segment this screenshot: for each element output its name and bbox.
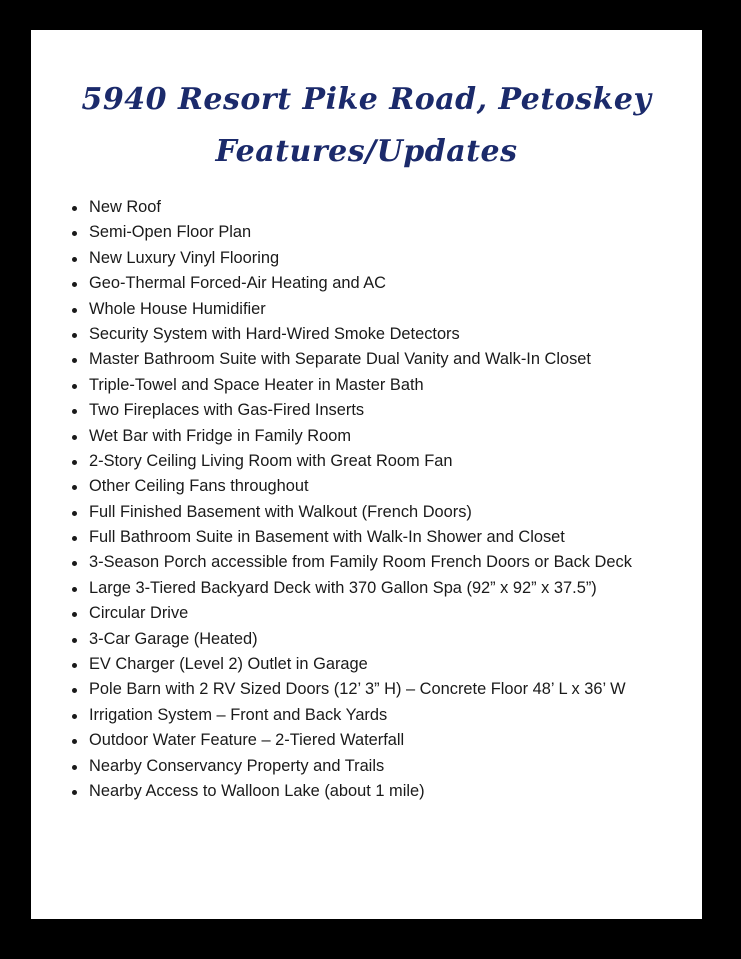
feature-item: Outdoor Water Feature – 2-Tiered Waterfall [71,728,632,753]
feature-item: Large 3-Tiered Backyard Deck with 370 Gallon Spa (92” x 92” x 37.5”) [71,576,632,601]
feature-item: Irrigation System – Front and Back Yards [71,703,632,728]
feature-item: Other Ceiling Fans throughout [71,474,632,499]
feature-item: Two Fireplaces with Gas-Fired Inserts [71,398,632,423]
feature-item: Full Bathroom Suite in Basement with Walk-In Shower and Closet [71,525,632,550]
feature-item: Semi-Open Floor Plan [71,220,632,245]
features-list [71,195,632,804]
feature-item: Nearby Access to Walloon Lake (about 1 mile) [71,779,632,804]
feature-item: Pole Barn with 2 RV Sized Doors (12’ 3” H) – Concrete Floor 48’ L x 36’ W [71,677,632,702]
feature-item: Nearby Conservancy Property and Trails [71,754,632,779]
feature-item: Full Finished Basement with Walkout (French Doors) [71,500,632,525]
title-line-address: 5940 Resort Pike Road, Petoskey [81,82,652,117]
feature-item: New Luxury Vinyl Flooring [71,246,632,271]
feature-item: Geo-Thermal Forced-Air Heating and AC [71,271,632,296]
feature-item: EV Charger (Level 2) Outlet in Garage [71,652,632,677]
feature-item: Circular Drive [71,601,632,626]
document-page [31,30,702,919]
feature-item: Master Bathroom Suite with Separate Dual Vanity and Walk-In Closet [71,347,632,372]
feature-item: 2-Story Ceiling Living Room with Great Room Fan [71,449,632,474]
title-line-subtitle: Features/Updates [215,134,518,169]
feature-item: 3-Car Garage (Heated) [71,627,632,652]
page-title [31,74,702,178]
feature-item: 3-Season Porch accessible from Family Room French Doors or Back Deck [71,550,632,575]
feature-item: Security System with Hard-Wired Smoke Detectors [71,322,632,347]
feature-item: Triple-Towel and Space Heater in Master Bath [71,373,632,398]
feature-item: Whole House Humidifier [71,297,632,322]
feature-item: New Roof [71,195,632,220]
feature-item: Wet Bar with Fridge in Family Room [71,424,632,449]
